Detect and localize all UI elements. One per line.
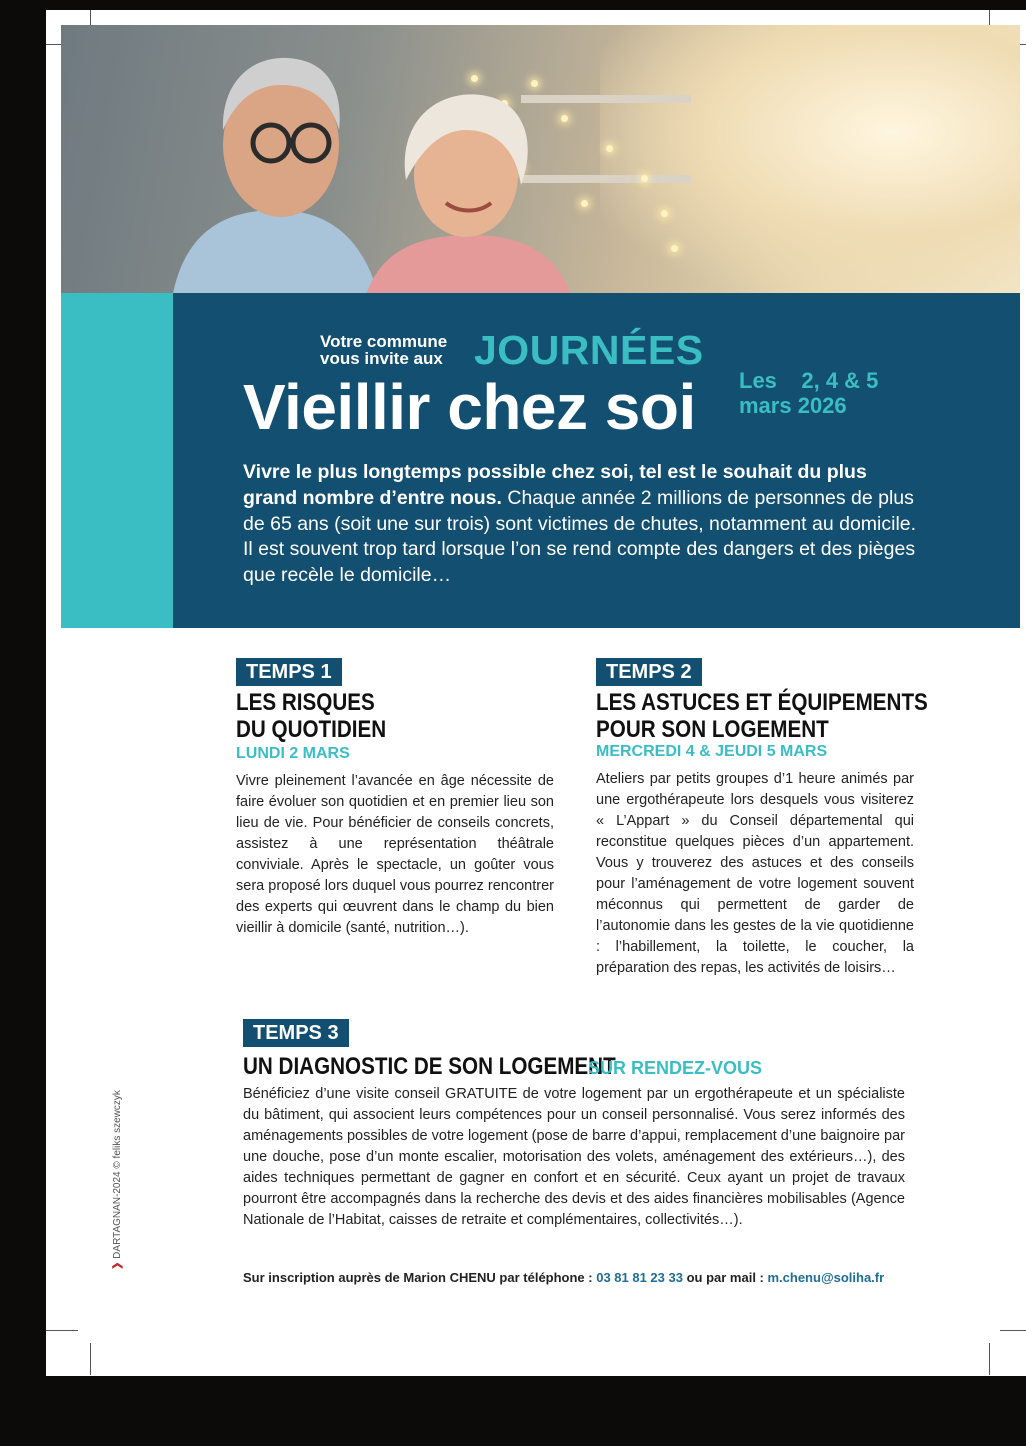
hero-photo [61, 25, 1020, 293]
photo-credit: ❯ DARTAGNAN-2024 © feliks szewczyk [112, 1090, 123, 1270]
crop-mark [90, 1343, 91, 1375]
temps1-date: LUNDI 2 MARS [236, 745, 350, 762]
temps3-subtitle: SUR RENDEZ-VOUS [588, 1058, 763, 1078]
crop-mark [46, 1330, 78, 1331]
invite-text: Votre commune vous invite aux [320, 332, 448, 368]
woman-illustration [361, 85, 581, 293]
crop-mark [1000, 1330, 1026, 1331]
agency-logo-icon: ❯ [112, 1258, 123, 1270]
temps3-title: UN DIAGNOSTIC DE SON LOGEMENT [243, 1053, 616, 1080]
page-title: Vieillir chez soi [243, 371, 696, 443]
temps1-body: Vivre pleinement l’avancée en âge nécessite de faire évoluer son quotidien et en premier lieu son lieu de vie. Pour bénéficier de conseils concrets, assistez à une représentation théâtrale conviviale. Après le spectacle, un goûter vous sera proposé lors duquel vous pourrez rencontrer des experts qui œuvrent dans le champ du bien vieillir à domicile (santé, nutrition…). [236, 773, 554, 936]
crop-mark [989, 1343, 990, 1375]
registration-info: Sur inscription auprès de Marion CHENU par téléphone : 03 81 81 23 33 ou par mail : m.chenu@soliha.fr [243, 1270, 885, 1285]
temps2-date: MERCREDI 4 & JEUDI 5 MARS [596, 743, 828, 760]
temps3-body: Bénéficiez d’une visite conseil GRATUITE de votre logement par un ergothérapeute et un spécialiste du bâtiment, qui associent leurs compétences pour un conseil personnalisé. Vous serez informés des aménagements possibles de votre logement (pose de barre d’appui, remplacement d’une baignoire par une douche, pose d’un monte escalier, motorisation des volets, aménagement des extérieurs…), des aides techniques permettant de gagner en confort et en sécurité. Ceux ayant un projet de travaux pourront être accompagnés dans la recherche des devis et des aides financières mobilisables (Agence Nationale de l’Habitat, caisses de retraite et complémentaires, collectivités…). [243, 1086, 905, 1228]
temps2-title: LES ASTUCES ET ÉQUIPEMENTS POUR SON LOGEMENT [596, 689, 928, 743]
event-dates: Les 2, 4 & 5 mars 2026 [739, 368, 879, 418]
temps2-body: Ateliers par petits groupes d’1 heure animés par une ergothérapeute lors desquels vous visiterez « L’Appart » du Conseil départemental qui reconstitue quelques pièces d’un appartement. Vous y trouverez des astuces et des conseils pour l’aménagement de votre logement souvent méconnus qui permettent de garder de l’autonomie dans les gestes de la vie quotidienne : l’habillement, la toilette, le coucher, la préparation des repas, les activités de loisirs… [596, 771, 914, 976]
journees-heading: JOURNÉES [474, 327, 704, 373]
temps1-title: LES RISQUES DU QUOTIDIEN [236, 689, 387, 743]
email-link[interactable]: m.chenu@soliha.fr [767, 1270, 885, 1285]
temps1-tag: TEMPS 1 [236, 658, 342, 686]
intro-paragraph: Vivre le plus longtemps possible chez soi, tel est le souhait du plus grand nombre d’entre nous. Chaque année 2 millions de personnes de plus de 65 ans (soit une sur trois) sont victimes de chutes, notamment au domicile. Il est souvent trop tard lorsque l’on se rend compte des dangers et des pièges que recèle le domicile… [243, 461, 917, 587]
temps3-tag: TEMPS 3 [243, 1019, 349, 1047]
temps2-tag: TEMPS 2 [596, 658, 702, 686]
phone-number[interactable]: 03 81 81 23 33 [596, 1270, 683, 1285]
man-illustration [161, 45, 391, 293]
accent-bar [61, 293, 173, 628]
